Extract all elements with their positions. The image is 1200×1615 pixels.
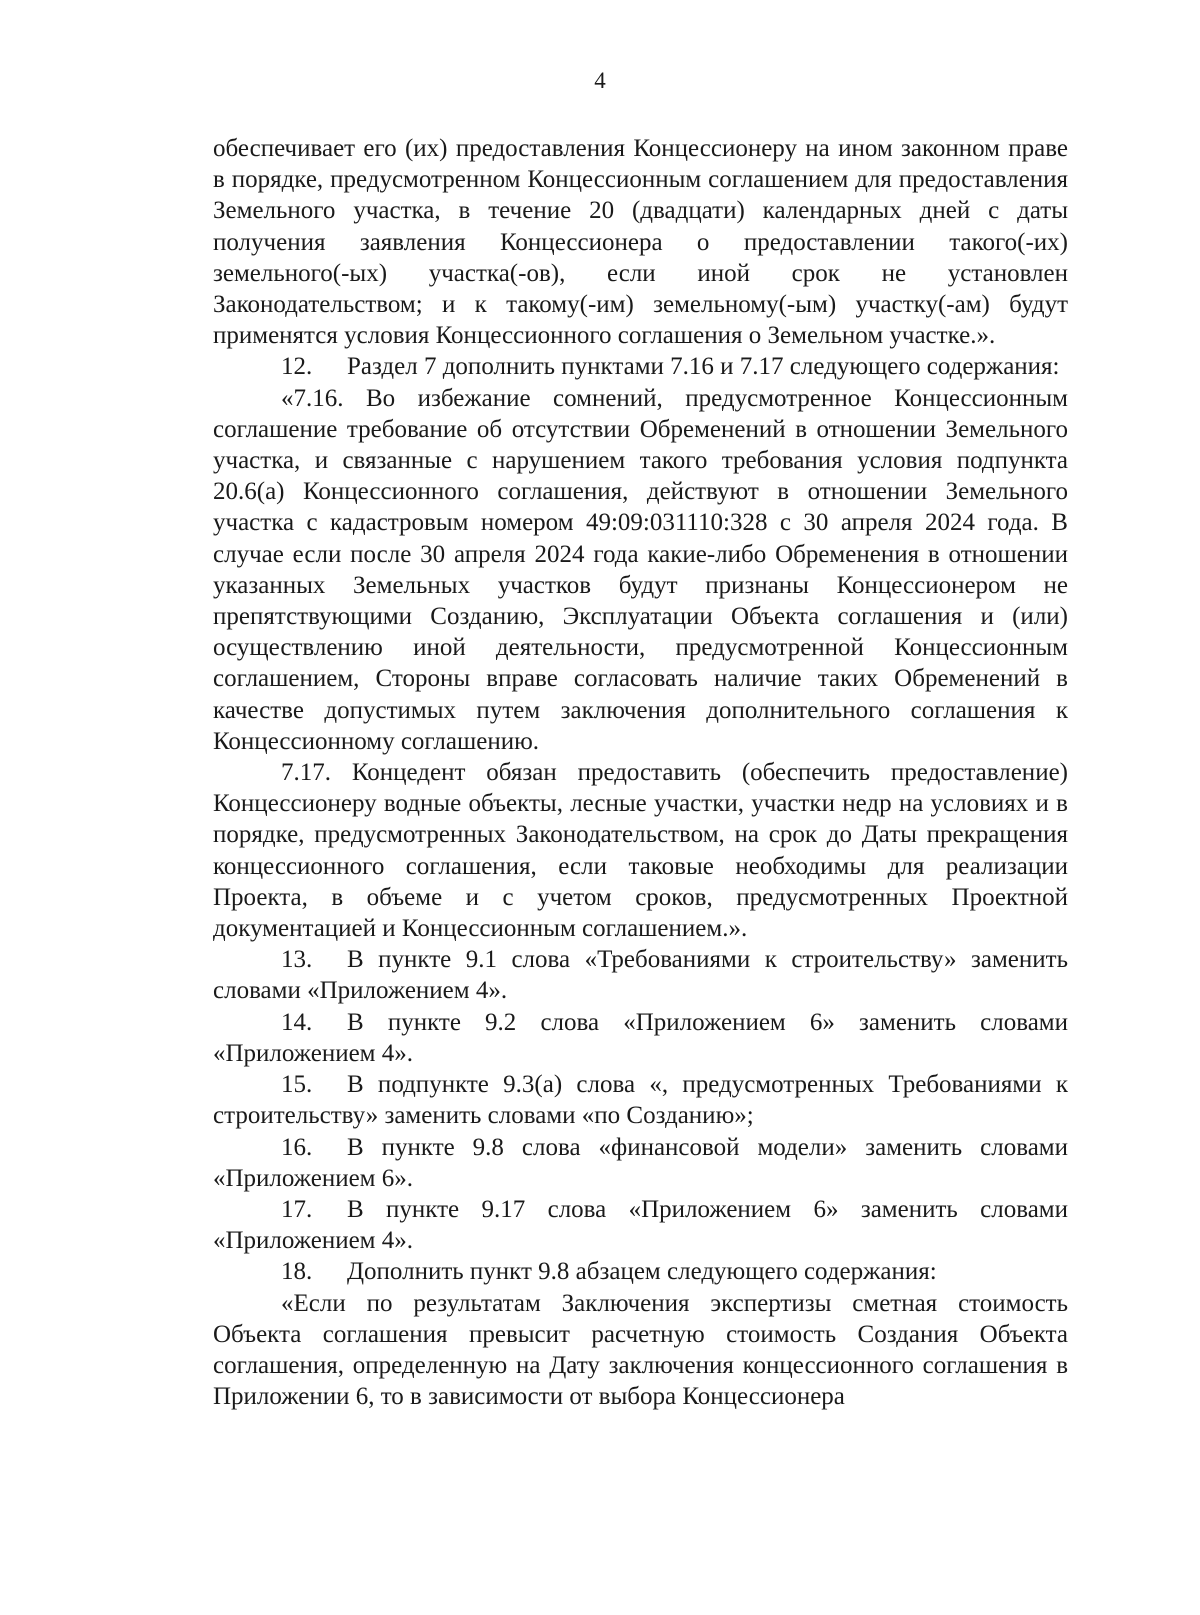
item-text: В пункте 9.2 слова «Приложением 6» заменить словами «Приложением 4». — [213, 1008, 1068, 1067]
item-text: В пункте 9.1 слова «Требованиями к строительству» заменить словами «Приложением 4». — [213, 946, 1068, 1005]
item-number: 18. — [281, 1258, 313, 1286]
item-number: 12. — [281, 353, 313, 381]
item-number: 16. — [281, 1133, 313, 1161]
list-item-18 — [213, 1256, 1068, 1287]
item-text: В пункте 9.8 слова «финансовой модели» заменить словами «Приложением 6». — [213, 1133, 1068, 1192]
item-number: 17. — [281, 1195, 313, 1223]
document-body — [213, 133, 1068, 1412]
item-text: Дополнить пункт 9.8 абзацем следующего содержания: — [347, 1258, 937, 1286]
list-item-17 — [213, 1194, 1068, 1256]
list-item-16 — [213, 1132, 1068, 1194]
list-item-15 — [213, 1069, 1068, 1131]
item-text: В пункте 9.17 слова «Приложением 6» заменить словами «Приложением 4». — [213, 1195, 1068, 1255]
item-text: В подпункте 9.3(а) слова «, предусмотренных Требованиями к строительству» заменить словами «по Созданию»; — [213, 1071, 1068, 1130]
paragraph-quote-9-8: «Если по результатам Заключения экспертизы сметная стоимость Объекта соглашения превысит расчетную стоимость Создания Объекта соглашения, определенную на Дату заключения концессионного соглашения в Приложении 6, то в зависимости от выбора Концессионера — [213, 1289, 1068, 1411]
list-item-12 — [213, 351, 1068, 382]
item-number: 13. — [281, 946, 313, 974]
paragraph-7-16: «7.16. Во избежание сомнений, предусмотренное Концессионным соглашение требование об отсутствии Обременений в отношении Земельного участка, и связанные с нарушением такого требования условия подпункта 20.6(а) Концессионного соглашения, действуют в отношении Земельного участка с кадастровым номером 49:09:031110:328 с 30 апреля 2024 года. В случае если после 30 апреля 2024 года какие-либо Обременения в отношении указанных Земельных участков будут признаны Концессионером не препятствующими Созданию, Эксплуатации Объекта соглашения и (или) осуществлению иной деятельности, предусмотренной Концессионным соглашением, Стороны вправе согласовать наличие таких Обременений в качестве допустимых путем заключения дополнительного соглашения к Концессионному соглашению. — [213, 384, 1068, 755]
list-item-14 — [213, 1007, 1068, 1069]
item-number: 15. — [281, 1071, 313, 1099]
item-number: 14. — [281, 1008, 313, 1036]
paragraph-7-17: 7.17. Концедент обязан предоставить (обеспечить предоставление) Концессионеру водные объекты, лесные участки, участки недр на условиях и в порядке, предусмотренных Законодательством, на срок до Даты прекращения концессионного соглашения, если таковые необходимы для реализации Проекта, в объеме и с учетом сроков, предусмотренных Проектной документацией и Концессионным соглашением.». — [213, 759, 1068, 943]
item-text: Раздел 7 дополнить пунктами 7.16 и 7.17 следующего содержания: — [347, 353, 1060, 381]
page-number: 4 — [594, 68, 606, 93]
paragraph-continuation: обеспечивает его (их) предоставления Концессионеру на ином законном праве в порядке, предусмотренном Концессионным соглашением для предоставления Земельного участка, в течение 20 (двадцати) календарных дней с даты получения заявления Концессионера о предоставлении такого(-их) земельного(-ых) участка(-ов), если иной срок не установлен Законодательством; и к такому(-им) земельному(-ым) участку(-ам) будут применятся условия Концессионного соглашения о Земельном участке.». — [213, 135, 1068, 350]
list-item-13 — [213, 944, 1068, 1006]
